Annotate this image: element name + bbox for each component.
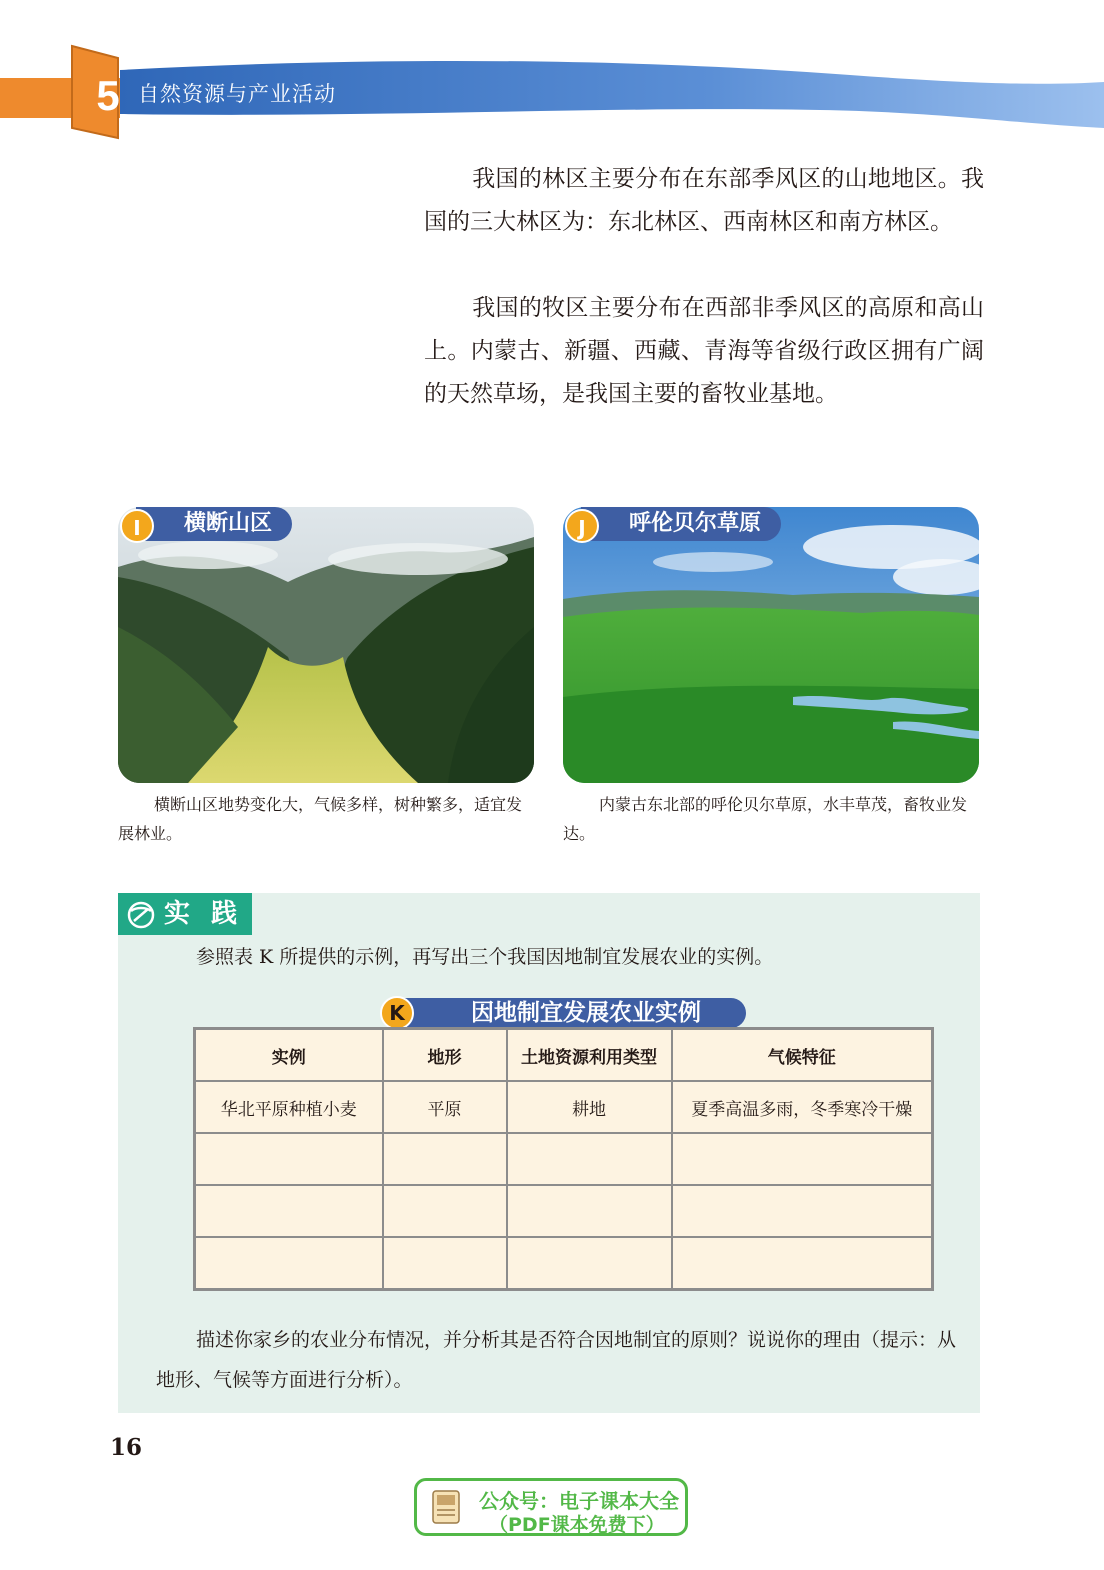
agriculture-examples-table bbox=[193, 1027, 934, 1291]
header-climate: 气候特征 bbox=[672, 1029, 933, 1082]
photo-label-hengduan: 横断山区 bbox=[136, 507, 292, 541]
table-cell-empty[interactable] bbox=[672, 1185, 933, 1237]
watermark-badge bbox=[414, 1478, 688, 1536]
watermark-line2: （PDF课本免费下） bbox=[489, 1514, 665, 1536]
photo-letter-i: I bbox=[120, 509, 154, 543]
page-number: 16 bbox=[110, 1434, 143, 1461]
header-land-use: 土地资源利用类型 bbox=[507, 1029, 672, 1082]
watermark-line1: 公众号：电子课本大全 bbox=[479, 1489, 679, 1513]
chapter-title: 自然资源与产业活动 bbox=[138, 82, 336, 106]
table-cell-empty[interactable] bbox=[195, 1133, 383, 1185]
practice-icon bbox=[126, 900, 156, 942]
photo-hulunbuir-grassland bbox=[563, 507, 979, 783]
table-cell-empty[interactable] bbox=[672, 1133, 933, 1185]
table-cell-empty[interactable] bbox=[195, 1185, 383, 1237]
caption-hulunbuir: 内蒙古东北部的呼伦贝尔草原，水丰草茂，畜牧业发达。 bbox=[563, 795, 968, 843]
table-cell: 华北平原种植小麦 bbox=[195, 1081, 383, 1133]
caption-hengduan: 横断山区地势变化大，气候多样，树种繁多，适宜发展林业。 bbox=[118, 795, 523, 843]
book-icon bbox=[427, 1487, 467, 1533]
table-cell: 平原 bbox=[383, 1081, 507, 1133]
table-cell-empty[interactable] bbox=[507, 1185, 672, 1237]
table-row bbox=[195, 1081, 933, 1133]
table-cell: 耕地 bbox=[507, 1081, 672, 1133]
table-row bbox=[195, 1133, 933, 1185]
chapter-header-band bbox=[0, 0, 1104, 150]
photo-label-hulunbuir: 呼伦贝尔草原 bbox=[581, 507, 781, 541]
paragraph-pastoral-regions: 我国的牧区主要分布在西部非季风区的高原和高山上。内蒙古、新疆、西藏、青海等省级行政区拥有广阔的天然草场，是我国主要的畜牧业基地。 bbox=[424, 295, 984, 407]
table-title: 因地制宜发展农业实例 bbox=[396, 998, 746, 1028]
table-letter-k: K bbox=[380, 996, 414, 1030]
table-cell-empty[interactable] bbox=[195, 1237, 383, 1290]
header-terrain: 地形 bbox=[383, 1029, 507, 1082]
header-example: 实例 bbox=[195, 1029, 383, 1082]
practice-question: 描述你家乡的农业分布情况，并分析其是否符合因地制宜的原则？说说你的理由（提示：从地形、气候等方面进行分析）。 bbox=[156, 1329, 957, 1391]
chapter-number: 5 bbox=[96, 72, 120, 119]
table-row bbox=[195, 1185, 933, 1237]
paragraph-forest-regions: 我国的林区主要分布在东部季风区的山地地区。我国的三大林区为：东北林区、西南林区和南方林区。 bbox=[424, 166, 984, 235]
table-header-row bbox=[195, 1029, 933, 1082]
table-cell-empty[interactable] bbox=[507, 1133, 672, 1185]
table-cell-empty[interactable] bbox=[672, 1237, 933, 1290]
photo-letter-j: J bbox=[565, 509, 599, 543]
table-cell: 夏季高温多雨，冬季寒冷干燥 bbox=[672, 1081, 933, 1133]
table-cell-empty[interactable] bbox=[383, 1133, 507, 1185]
practice-label: 实 践 bbox=[164, 899, 244, 929]
practice-tag bbox=[118, 893, 252, 935]
table-cell-empty[interactable] bbox=[383, 1237, 507, 1290]
photo-hengduan-mountains bbox=[118, 507, 534, 783]
practice-prompt: 参照表 K 所提供的示例，再写出三个我国因地制宜发展农业的实例。 bbox=[196, 946, 774, 968]
table-cell-empty[interactable] bbox=[507, 1237, 672, 1290]
table-row bbox=[195, 1237, 933, 1290]
table-cell-empty[interactable] bbox=[383, 1185, 507, 1237]
